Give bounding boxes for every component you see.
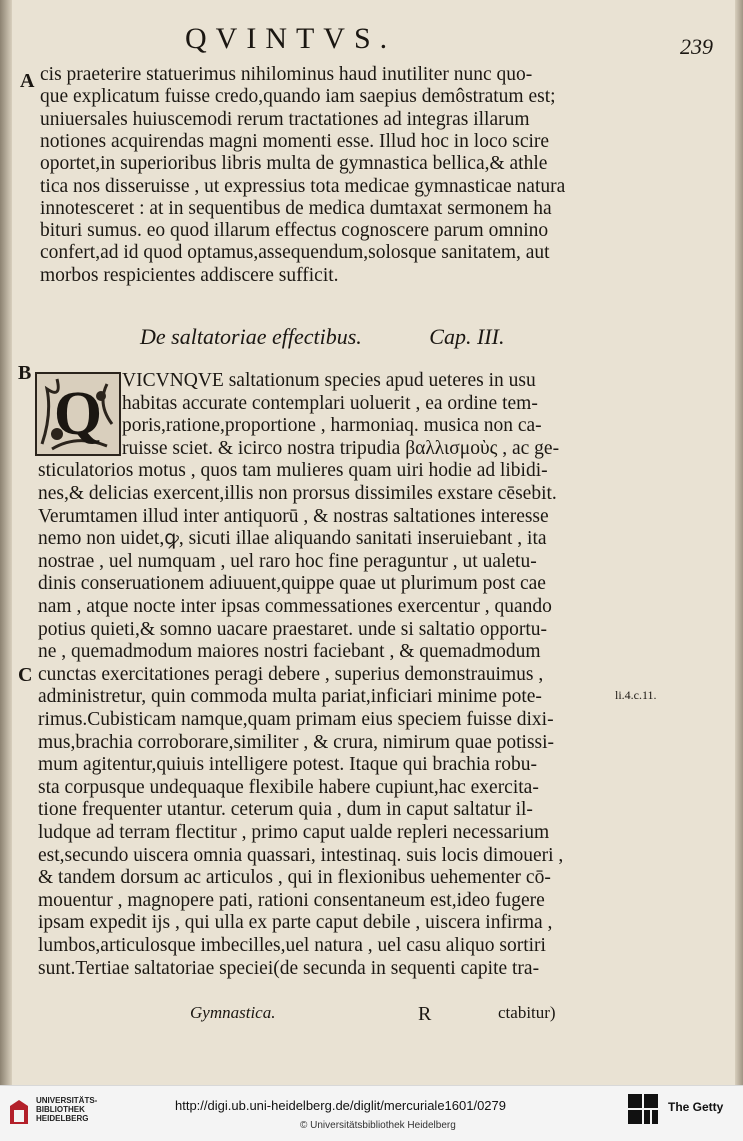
library-line-3: HEIDELBERG — [36, 1114, 89, 1123]
library-line-1: UNIVERSITÄTS- — [36, 1096, 98, 1105]
running-head: QVINTVS. — [185, 22, 397, 55]
section-letter-b: B — [18, 362, 32, 384]
text-line: nostrae , uel numquam , uel raro hoc fine peraguntur , ut ualetu- — [38, 550, 537, 572]
drop-cap-ornament — [35, 372, 121, 456]
text-line: dinis conseruationem adiuuent,quippe quae ut plurimum post cae — [38, 573, 546, 595]
text-line: sta corpusque undequaque flexibile habere cupiunt,hac exercita- — [38, 776, 539, 798]
catchword-right: ctabitur) — [498, 1003, 556, 1022]
text-line: & tandem dorsum ac articulos , qui in flexionibus uehementer cō- — [38, 867, 551, 889]
text-line: uniuersales huiuscemodi rerum tractationes ad integras illarum — [40, 108, 530, 130]
text-line: morbos respicientes addiscere sufficit. — [40, 264, 339, 286]
text-line: poris,ratione,proportione , harmoniaq. musica non ca- — [122, 415, 542, 437]
library-name — [36, 1096, 97, 1123]
text-line: Verumtamen illud inter antiquorū , & nostras saltationes interesse — [38, 505, 549, 527]
text-line: mouentur , magnopere pati, rationi consentaneum est,ideo fugere — [38, 889, 545, 911]
permalink[interactable]: http://digi.ub.uni-heidelberg.de/diglit/mercuriale1601/0279 — [175, 1098, 506, 1113]
drop-cap-letter: Q — [53, 380, 103, 448]
text-line: habitas accurate contemplari uoluerit , ea ordine tem- — [122, 392, 538, 414]
text-line: confert,ad id quod optamus,assequendum,solosque sanitatem, aut — [40, 242, 550, 264]
text-line: ludque ad terram flectitur , primo caput ualde repleri necessarium — [38, 822, 550, 843]
section-letter-a: A — [20, 70, 35, 92]
text-line: tione frequenter utantur. ceterum quia , dum in caput saltatur il- — [38, 799, 533, 821]
text-line: VICVNQVE saltationum species apud ueteres in usu — [122, 370, 536, 391]
library-line-2: BIBLIOTHEK — [36, 1105, 85, 1114]
viewer-footer — [0, 1085, 743, 1141]
text-line: mum agitentur,quiuis intelligere potest. Itaque qui brachia robu- — [38, 754, 538, 776]
library-logo-icon — [8, 1098, 30, 1126]
getty-logo-icon — [628, 1094, 658, 1130]
text-line: nes,& delicias exercent,illis non prorsus dissimiles exstare cēsebit. — [38, 483, 557, 504]
page-number: 239 — [680, 34, 713, 59]
text-line: innotesceret : at in sequentibus de medica dumtaxat sermonem ha — [40, 197, 552, 219]
copyright: © Universitätsbibliothek Heidelberg — [300, 1120, 456, 1131]
signature-mark: R — [418, 1003, 432, 1025]
text-line: nemo non uidet,ꝙ, sicuti illae aliquando sanitati inseruiebant , ita — [38, 528, 547, 550]
text-line: bituri sumus. eo quod illarum effectus cognoscere parum omnino — [40, 220, 549, 242]
text-line: tica nos disseruisse , ut expressius tota medicae gymnasticae natura — [40, 175, 566, 197]
section-letter-c: C — [18, 664, 33, 686]
text-line: ne , quemadmodum maiores nostri faciebant , & quemadmodum — [38, 641, 541, 663]
text-line: cis praeterire statuerimus nihilominus haud inutiliter nunc quo- — [40, 64, 533, 85]
text-line: potius quieti,& somno uacare praestaret. unde si saltatio opportu- — [38, 618, 548, 640]
text-line: sunt.Tertiae saltatoriae speciei(de secunda in sequenti capite tra- — [38, 957, 540, 979]
page-gutter — [0, 0, 12, 1085]
text-line: cunctas exercitationes peragi debere , superius demonstrauimus , — [38, 663, 544, 685]
chapter-heading — [140, 324, 566, 350]
text-line: est,secundo uiscera omnia quassari, intestinaq. suis locis dimoueri , — [38, 844, 564, 866]
chapter-title: De saltatoriae effectibus. — [140, 324, 362, 349]
ornament-icon — [37, 374, 119, 454]
chapter-label: Cap. III. — [429, 324, 505, 349]
text-line: administretur, quin commoda multa pariat,inficiari minime pote- — [38, 686, 542, 708]
text-line: ipsam expedit ijs , qui ulla ex parte caput debile , uiscera infirma , — [38, 912, 553, 934]
page-edge — [735, 0, 743, 1085]
text-line: que explicatum fuisse credo,quando iam saepius demôstratum est; — [40, 86, 556, 108]
text-line: sticulatorios motus , quos tam mulieres quam uiri hodie ad libidi- — [38, 460, 548, 482]
margin-note: li.4.c.11. — [615, 688, 657, 702]
text-line: nam , atque nocte inter ipsas commessationes exercentur , quando — [38, 596, 552, 617]
catchword-left: Gymnastica. — [190, 1003, 276, 1022]
text-line: oportet,in superioribus libris multa de gymnastica bellica,& athle — [40, 153, 548, 175]
text-line: notiones acquirendas magni momenti esse. Illud hoc in loco scire — [40, 130, 550, 152]
partner-name: The Getty — [668, 1100, 724, 1114]
text-line: lumbos,articulosque imbecilles,uel natura , uel casu aliquo sortiri — [38, 935, 546, 956]
text-line: rimus.Cubisticam namque,quam primam eius speciem fuisse dixi- — [38, 709, 554, 730]
text-line: ruisse sciet. & icirco nostra tripudia βαλλισμοὺς , ac ge- — [122, 437, 560, 459]
text-line: mus,brachia corroborare,similiter , & crura, nimirum quae potissi- — [38, 731, 555, 753]
